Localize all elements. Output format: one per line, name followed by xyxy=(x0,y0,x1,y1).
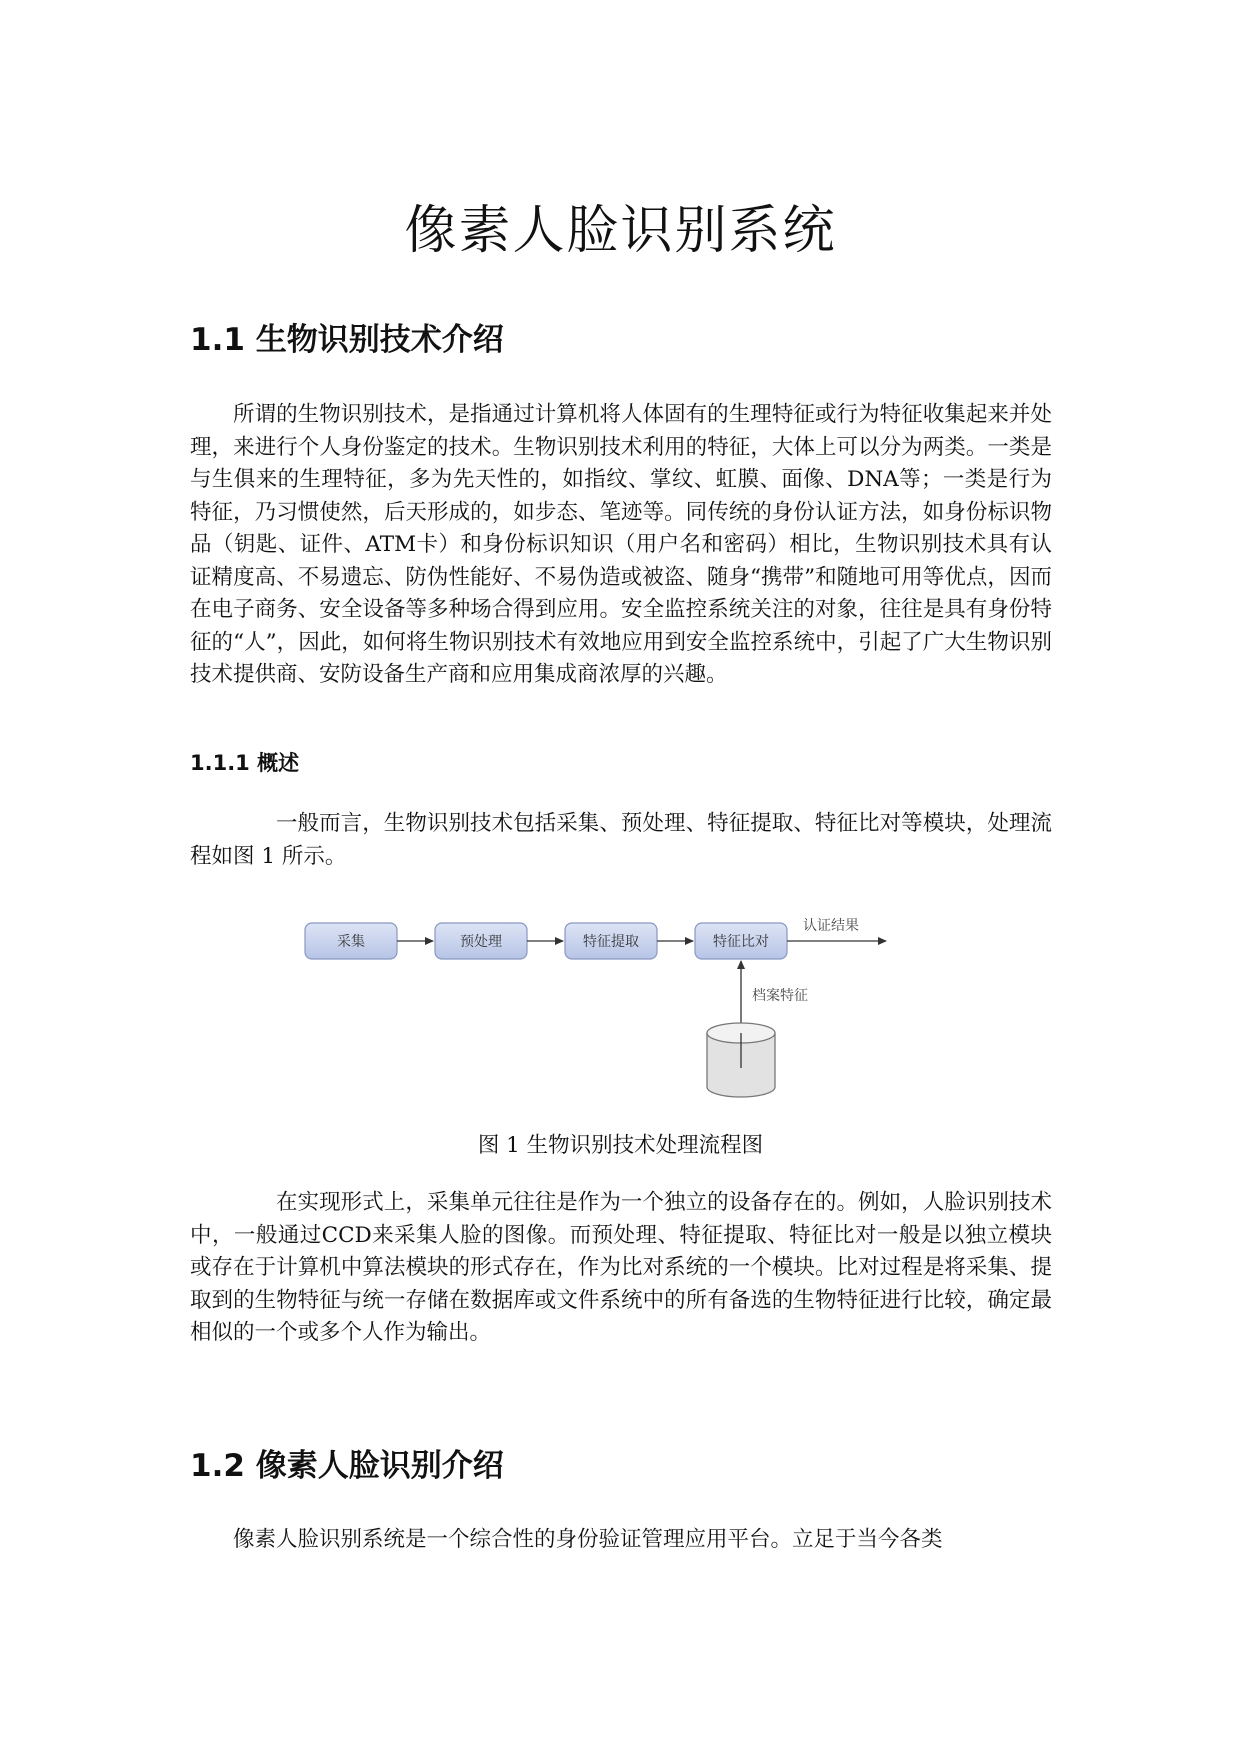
flow-step-label: 采集 xyxy=(337,934,365,950)
section-1-2-paragraph: 像素人脸识别系统是一个综合性的身份验证管理应用平台。立足于当今各类 xyxy=(233,1527,943,1552)
document-title: 像素人脸识别系统 xyxy=(404,201,837,261)
section-heading-1-2: 1.2 像素人脸识别介绍 xyxy=(190,1448,504,1484)
flow-step-label: 特征提取 xyxy=(583,934,639,950)
flow-step-feature-extraction xyxy=(565,923,657,959)
flow-step-label: 特征比对 xyxy=(713,934,769,950)
flow-step-capture xyxy=(305,923,397,959)
archive-label: 档案特征 xyxy=(752,988,808,1004)
overview-paragraph: 一般而言，生物识别技术包括采集、预处理、特征提取、特征比对等模块，处理流程如图 1 所示。 xyxy=(190,811,1052,869)
flow-step-label: 预处理 xyxy=(460,934,502,950)
flow-step-feature-matching xyxy=(695,923,787,959)
database-icon xyxy=(707,1023,775,1097)
output-label: 认证结果 xyxy=(803,918,859,934)
implementation-paragraph: 在实现形式上，采集单元往往是作为一个独立的设备存在的。例如，人脸识别技术中，一般通过CCD来采集人脸的图像。而预处理、特征提取、特征比对一般是以独立模块或存在于计算机中算法模块的形式存在，作为比对系统的一个模块。比对过程是将采集、提取到的生物特征与统一存储在数据库或文件系统中的所有备选的生物特征进行比较，确定最相似的一个或多个人作为输出。 xyxy=(190,1190,1052,1345)
sub-heading-1-1-1: 1.1.1 概述 xyxy=(190,751,300,775)
flow-diagram xyxy=(290,900,950,1100)
figure-caption: 图 1 生物识别技术处理流程图 xyxy=(477,1133,764,1158)
section-heading-1-1: 1.1 生物识别技术介绍 xyxy=(190,322,504,358)
section-1-1-paragraph: 所谓的生物识别技术，是指通过计算机将人体固有的生理特征或行为特征收集起来并处理，来进行个人身份鉴定的技术。生物识别技术利用的特征，大体上可以分为两类。一类是与生俱来的生理特征，多为先天性的，如指纹、掌纹、虹膜、面像、DNA等；一类是行为特征，乃习惯使然，后天形成的，如步态、笔迹等。同传统的身份认证方法，如身份标识物品（钥匙、证件、ATM卡）和身份标识知识（用户名和密码）相比，生物识别技术具有认证精度高、不易遗忘、防伪性能好、不易伪造或被盗、随身“携带”和随地可用等优点，因而在电子商务、安全设备等多种场合得到应用。安全监控系统关注的对象，往往是具有身份特征的“人”，因此，如何将生物识别技术有效地应用到安全监控系统中，引起了广大生物识别技术提供商、安防设备生产商和应用集成商浓厚的兴趣。 xyxy=(190,402,1052,687)
flow-diagram-svg xyxy=(290,900,950,1100)
flow-step-preprocess xyxy=(435,923,527,959)
